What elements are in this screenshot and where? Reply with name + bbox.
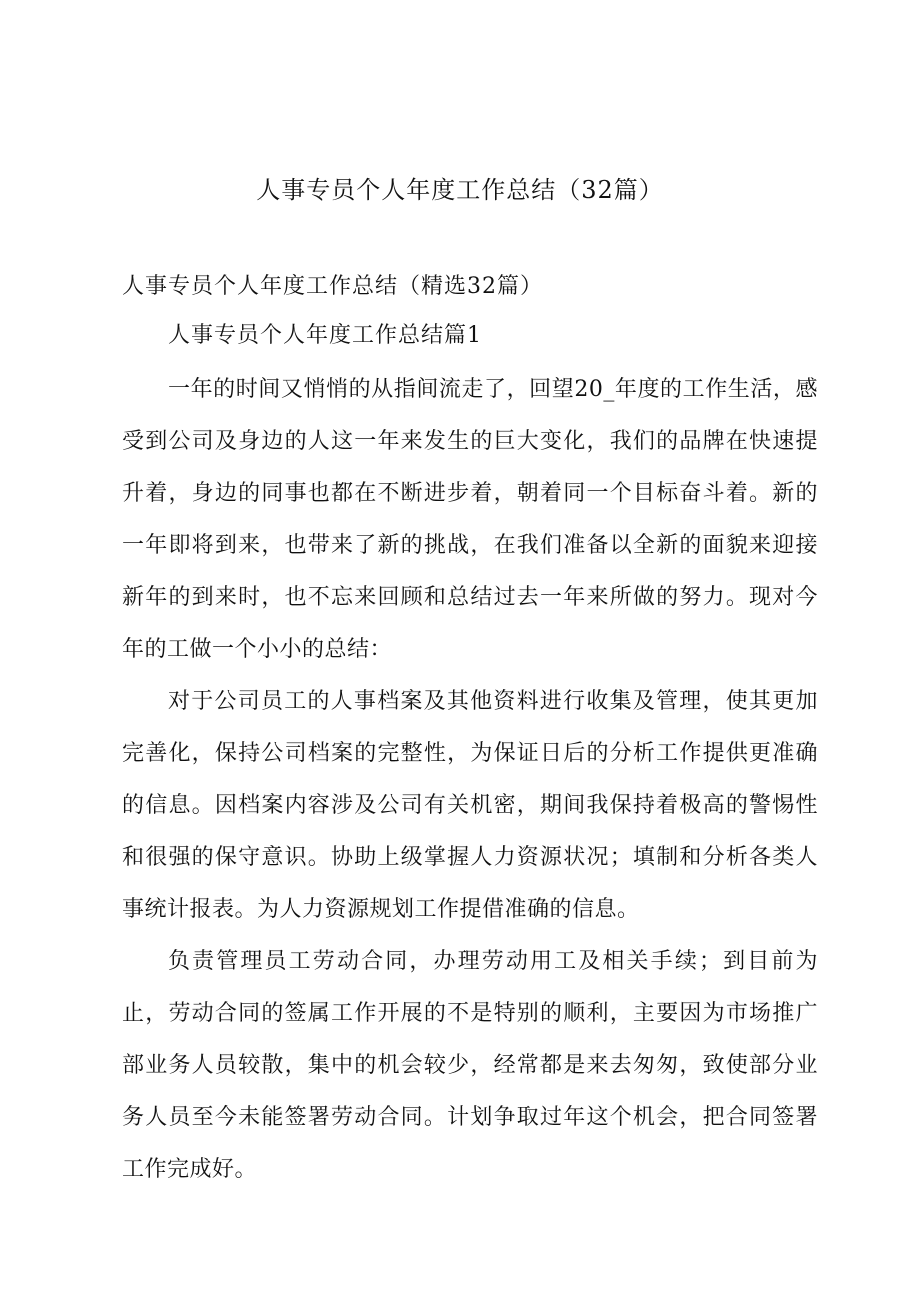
section-heading: 人事专员个人年度工作总结篇1 bbox=[168, 323, 482, 348]
document-title: 人事专员个人年度工作总结（32篇） bbox=[256, 176, 664, 204]
document-subtitle: 人事专员个人年度工作总结（精选32篇） bbox=[122, 274, 543, 299]
paragraph: 对于公司员工的人事档案及其他资料进行收集及管理，使其更加完善化，保持公司档案的完整性，为保证日后的分析工作提供更准确的信息。因档案内容涉及公司有关机密，期间我保持着极高的警惕性和很强的保守意识。协助上级掌握人力资源状况；填制和分析各类人事统计报表。为人力资源规划工作提借准确的信息。 bbox=[122, 689, 818, 922]
paragraph: 一年的时间又悄悄的从指间流走了，回望20_年度的工作生活，感受到公司及身边的人这一年来发生的巨大变化，我们的品牌在快速提升着，身边的同事也都在不断进步着，朝着同一个目标奋斗着。新的一年即将到来，也带来了新的挑战，在我们准备以全新的面貌来迎接新年的到来时，也不忘来回顾和总结过去一年来所做的努力。现对今年的工做一个小小的总结： bbox=[122, 377, 818, 662]
document-body bbox=[122, 364, 818, 1196]
paragraph: 负责管理员工劳动合同，办理劳动用工及相关手续；到目前为止，劳动合同的签属工作开展的不是特别的顺利，主要因为市场推广部业务人员较散，集中的机会较少，经常都是来去匆匆，致使部分业务人员至今未能签署劳动合同。计划争取过年这个机会，把合同签署工作完成好。 bbox=[122, 949, 818, 1182]
